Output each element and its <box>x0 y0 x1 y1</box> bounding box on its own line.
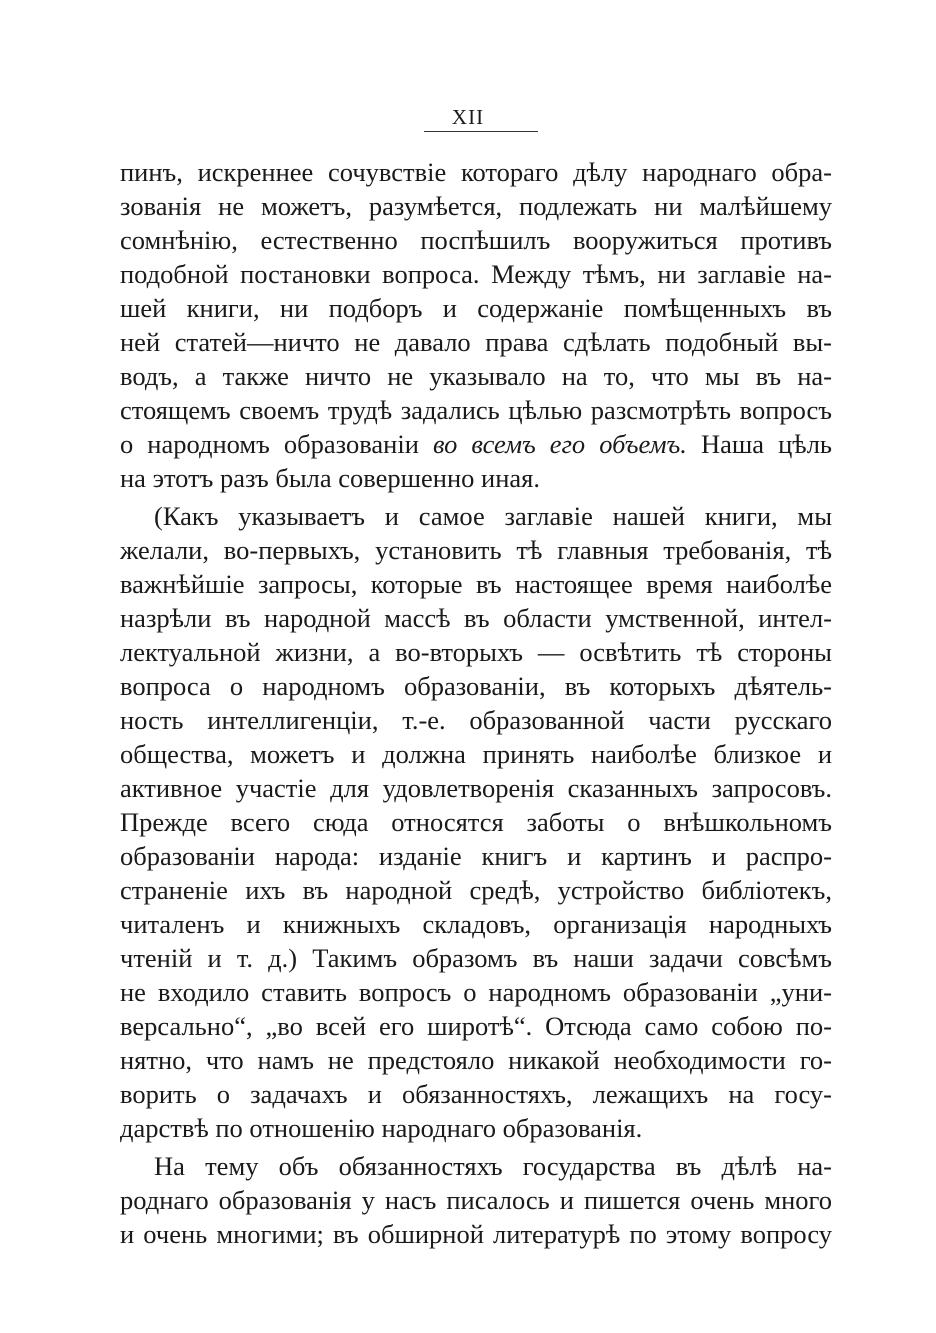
text-run: Наша цѣль <box>686 429 832 459</box>
text-run: о народномъ образованіи <box>120 429 433 459</box>
text-line: на этотъ разъ была совершенно иная. <box>120 463 540 493</box>
page-number: XII <box>451 105 485 129</box>
text-line: Прежде всего сюда относятся заботы о внѣшкольномъ <box>120 807 832 837</box>
text-line: желали, во-первыхъ, установить тѣ главныя требованія, тѣ <box>120 535 832 565</box>
paragraph-1 <box>120 155 832 495</box>
text-line: важнѣйшіе запросы, которые въ настоящее время наиболѣе <box>120 569 832 599</box>
text-line: и очень многими; въ обширной литературѣ по этому вопросу <box>120 1219 832 1249</box>
body-text <box>120 155 832 1251</box>
text-line: страненіе ихъ въ народной средѣ, устройство библіотекъ, <box>120 875 832 905</box>
text-line: стоящемъ своемъ трудѣ задались цѣлью разсмотрѣть вопросъ <box>120 395 832 425</box>
text-line: нятно, что намъ не предстояло никакой необходимости го- <box>120 1045 832 1075</box>
paragraph-3 <box>120 1149 832 1251</box>
text-line: вопроса о народномъ образованіи, въ которыхъ дѣятель- <box>120 671 832 701</box>
text-line: назрѣли въ народной массѣ въ области умственной, интел- <box>120 603 832 633</box>
text-line: ворить о задачахъ и обязанностяхъ, лежащихъ на госу- <box>120 1079 832 1109</box>
text-line: не входило ставить вопросъ о народномъ образованіи „уни- <box>120 977 832 1007</box>
header-rule <box>424 131 538 132</box>
text-line: пинъ, искреннее сочувствіе котораго дѣлу народнаго обра- <box>120 157 832 187</box>
text-line: сомнѣнію, естественно поспѣшилъ вооружиться противъ <box>120 225 832 255</box>
text-line: лектуальной жизни, а во-вторыхъ — освѣтить тѣ стороны <box>120 637 832 667</box>
text-line: образованіи народа: изданіе книгъ и картинъ и распро- <box>120 841 832 871</box>
italic-phrase: во всемъ его объемъ. <box>432 429 687 459</box>
text-line: ность интеллигенціи, т.-е. образованной части русскаго <box>120 705 832 735</box>
text-line: водъ, а также ничто не указывало на то, что мы въ на- <box>120 361 832 391</box>
text-line: версально“, „во всей его широтѣ“. Отсюда само собою по- <box>120 1011 832 1041</box>
text-line: зованія не можетъ, разумѣется, подлежать ни малѣйшему <box>120 191 832 221</box>
text-line-with-italic <box>120 427 832 461</box>
paragraph-2 <box>120 499 832 1145</box>
text-line: На тему объ обязанностяхъ государства въ дѣлѣ на- <box>154 1151 832 1181</box>
text-line: активное участіе для удовлетворенія сказанныхъ запросовъ. <box>120 773 832 803</box>
text-line: читаленъ и книжныхъ складовъ, организація народныхъ <box>120 909 832 939</box>
text-line: шей книги, ни подборъ и содержаніе помѣщенныхъ въ <box>120 293 832 323</box>
text-line: общества, можетъ и должна принять наиболѣе близкое и <box>120 739 832 769</box>
text-line: чтеній и т. д.) Такимъ образомъ въ наши задачи совсѣмъ <box>120 943 832 973</box>
text-line: дарствѣ по отношенію народнаго образованія. <box>120 1113 643 1143</box>
text-line: роднаго образованія у насъ писалось и пишется очень много <box>120 1185 832 1215</box>
text-line: подобной постановки вопроса. Между тѣмъ, ни заглавіе на- <box>120 259 832 289</box>
text-line: ней статей—ничто не давало права сдѣлать подобный вы- <box>120 327 832 357</box>
text-line: (Какъ указываетъ и самое заглавіе нашей книги, мы <box>154 501 832 531</box>
